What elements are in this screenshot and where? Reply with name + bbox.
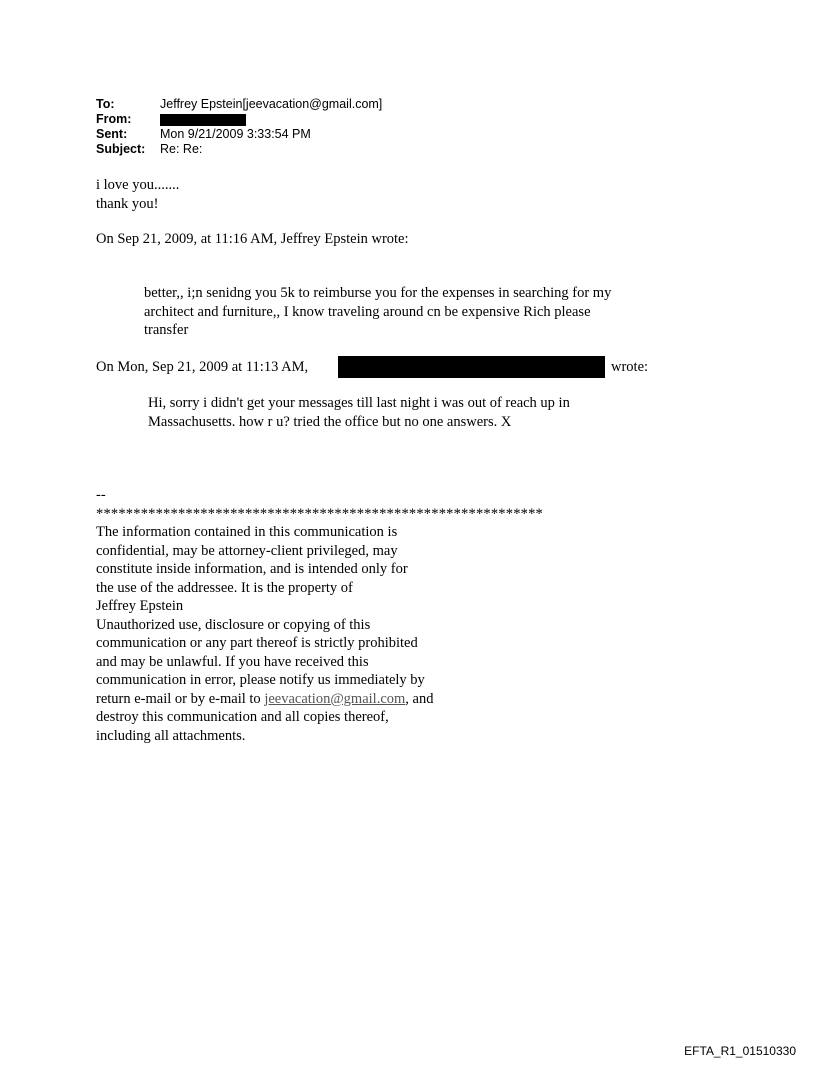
greeting-line: i love you....... [96,177,180,193]
quote-line: transfer [144,322,189,338]
greeting-line: thank you! [96,195,159,212]
to-value: Jeffrey Epstein[jeevacation@gmail.com] [160,97,383,111]
greeting [96,176,179,213]
disclaimer-line: constitute inside information, and is intended only for [96,561,408,577]
attribution-2-suffix: wrote: [611,359,649,375]
sent-value: Mon 9/21/2009 3:33:54 PM [160,127,311,141]
from-redaction-bar [160,114,246,126]
disclaimer-line: Jeffrey Epstein [96,598,184,614]
disclaimer-line: Unauthorized use, disclosure or copying of this [96,616,371,633]
attribution-2 [96,356,676,378]
sent-label: Sent: [96,127,128,141]
disclaimer-line: destroy this communication and all copies thereof, [96,709,389,725]
signature-disclaimer [96,486,543,745]
quoted-message-1 [144,284,684,340]
signature-dashes: -- [96,487,106,503]
disclaimer-line: including all attachments. [96,727,246,744]
subject-value: Re: Re: [160,142,203,156]
return-line-suffix: , and [405,690,434,707]
disclaimer-return-line [96,690,543,709]
return-line-prefix: return e-mail or by e-mail to [96,690,265,707]
quote-line: Hi, sorry i didn't get your messages till last night i was out of reach up in [148,395,570,411]
disclaimer-line: and may be unlawful. If you have received this [96,653,369,670]
email-header [96,97,382,157]
quote-line: better,, i;n senidng you 5k to reimburse you for the expenses in searching for my [144,285,612,301]
signature-stars: ************************************************************ [96,505,543,522]
to-label: To: [96,97,115,111]
attribution-2-prefix: On Mon, Sep 21, 2009 at 11:13 AM, [96,359,309,375]
quote-line: Massachusetts. how r u? tried the office but no one answers. X [148,413,512,430]
disclaimer-line: the use of the addressee. It is the property of [96,579,353,596]
quote-line: architect and furniture,, I know traveling around cn be expensive Rich please [144,303,591,320]
email-link[interactable]: jeevacation@gmail.com [264,690,406,707]
quoted-message-2 [148,394,570,431]
attribution-1: On Sep 21, 2009, at 11:16 AM, Jeffrey Epstein wrote: [96,231,409,247]
to-row [96,97,382,112]
from-label: From: [96,112,132,126]
disclaimer-line: communication or any part thereof is strictly prohibited [96,635,418,651]
disclaimer-line: confidential, may be attorney-client privileged, may [96,542,398,559]
disclaimer-line: The information contained in this communication is [96,524,398,540]
sent-row [96,127,382,142]
disclaimer-line: communication in error, please notify us immediately by [96,672,425,688]
from-row [96,112,382,127]
subject-row [96,142,382,157]
sender-redaction-bar [338,356,605,378]
subject-label: Subject: [96,142,146,156]
document-id: EFTA_R1_01510330 [684,1044,796,1058]
